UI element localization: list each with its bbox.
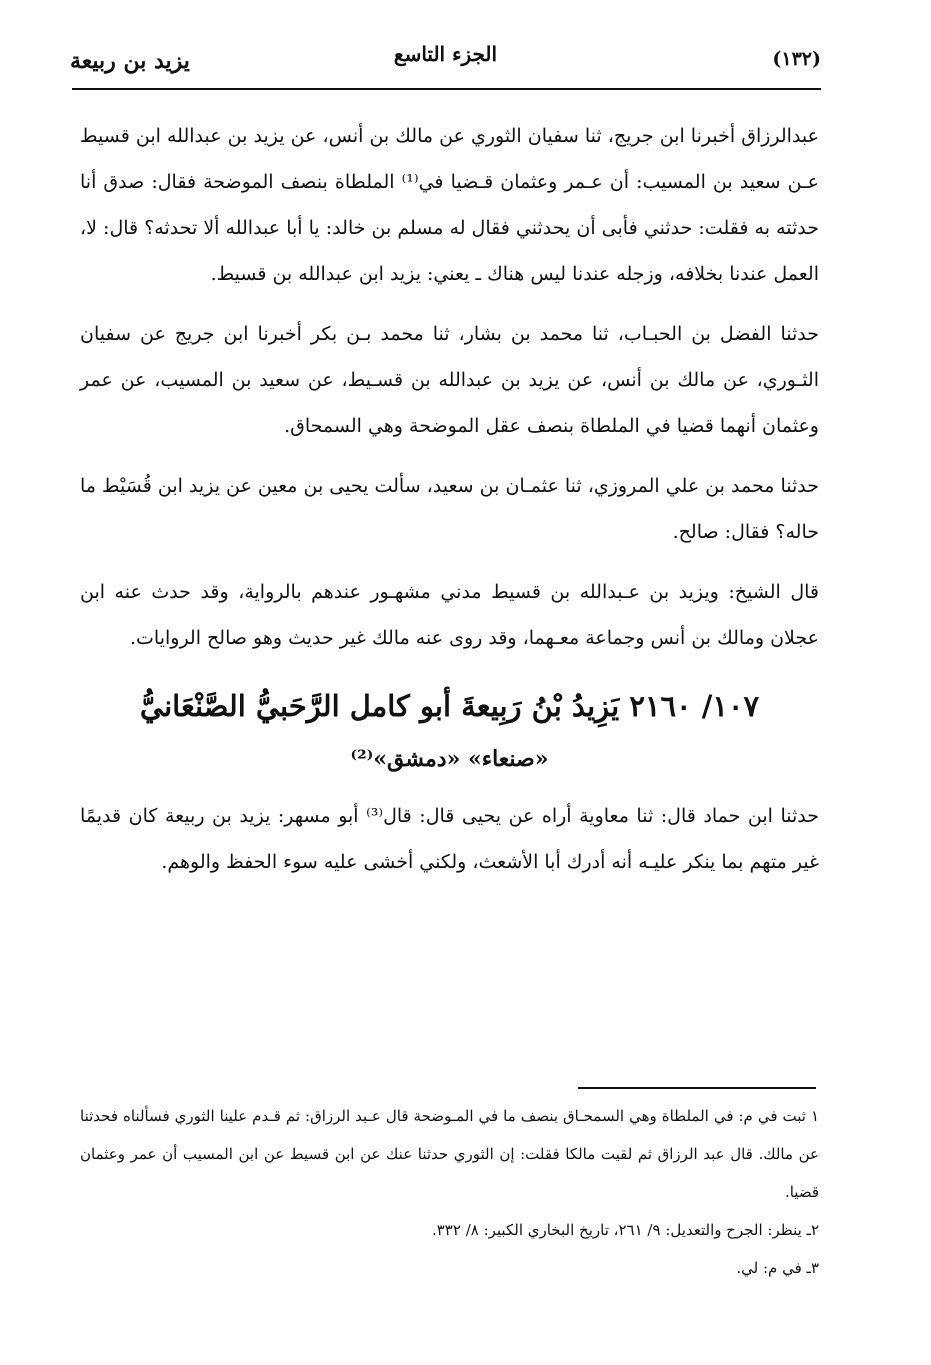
volume-title: الجزء التاسع bbox=[393, 42, 498, 66]
entry-paragraph: حدثنا ابن حماد قال: ثنا معاوية أراه عن يحيى قال: قال⁽³⁾ أبو مسهر: يزيد بن ربيعة كان قديمًا غير متهم بما ينكر عليـه أنه أدرك أبا الأشعث، ولكني أخشى عليه سوء الحفظ والوهم. bbox=[80, 805, 819, 873]
entry-places: «صنعاء» «دمشق»⁽²⁾ bbox=[350, 746, 549, 772]
paragraph-1: عبدالرزاق أخبرنا ابن جريج، ثنا سفيان الثوري عن مالك بن أنس، عن يزيد بن عبدالله ابن قسيط عـن سعيد بن المسيب: أن عـمر وعثمان قـضيا في⁽¹⁾ الملطاة بنصف الموضحة فقال: صدق أنا حدثته به فقلت: حدثني فأبى أن يحدثني فقال له مسلم بن خالد: يا أبا عبدالله ألا تحدثه؟ قال: لا، العمل عندنا بخلافه، وزجله عندنا ليس هناك ـ يعني: يزيد ابن عبدالله بن قسيط. bbox=[80, 125, 819, 285]
running-entry-name: يزيد بن ربيعة bbox=[70, 48, 190, 74]
footnote-1: ١ ثبت في م: في الملطاة وهي السمحـاق بنصف ما في المـوضحة قال عـبد الرزاق: ثم قـدم علينا الثوري فسألناه فحدثنا عن مالك. قال عبد الرزاق ثم لقيت مالكا فقلت: إن الثوري حدثنا عنك عن ابن قسيط عن ابن المسيب أن عمر وعثمان قضيا. bbox=[80, 1107, 820, 1201]
entry-title: ١٠٧/ ٢١٦٠ يَزِيدُ بْنُ رَبِيعةَ أبو كامل الرَّحَبيُّ الصَّنْعَانيُّ bbox=[139, 689, 760, 723]
paragraph-4: قال الشيخ: ويزيد بن عـبدالله بن قسيط مدني مشهـور عندهم بالرواية، وقد حدث عنه ابن عجلان ومالك بن أنس وجماعة معـهما، وقد روى عنه مالك غير حديث وهو صالح الروايات. bbox=[80, 581, 819, 649]
footnote-divider bbox=[578, 1087, 816, 1089]
page-header bbox=[70, 38, 821, 88]
footnote-3: ٣ـ في م: لي. bbox=[736, 1259, 819, 1277]
page-number: (١٣٢) bbox=[772, 48, 821, 70]
paragraph-2: حدثنا الفضل بن الحبـاب، ثنا محمد بن بشار، ثنا محمد بـن بكر أخبرنا ابن جريج عن سفيان الثـوري، عن مالك بن أنس، عن يزيد بن عبدالله بن قسـيط، عن سعيد بن المسيب، عن عمر وعثمان أنهما قضيا في الملطاة بنصف عقل الموضحة وهي السمحاق. bbox=[80, 323, 819, 437]
header-divider bbox=[72, 88, 821, 90]
entry-heading bbox=[80, 675, 819, 781]
paragraph-3: حدثنا محمد بن علي المروزي، ثنا عثمـان بن سعيد، سألت يحيى بن معين عن يزيد ابن قُسَيْط ما حاله؟ فقال: صالح. bbox=[80, 475, 819, 543]
main-text bbox=[80, 113, 819, 899]
footnote-2: ٢ـ ينظر: الجرح والتعديل: ٩/ ٢٦١، تاريخ البخاري الكبير: ٨/ ٣٣٢. bbox=[431, 1221, 819, 1239]
footnotes bbox=[80, 1097, 819, 1287]
